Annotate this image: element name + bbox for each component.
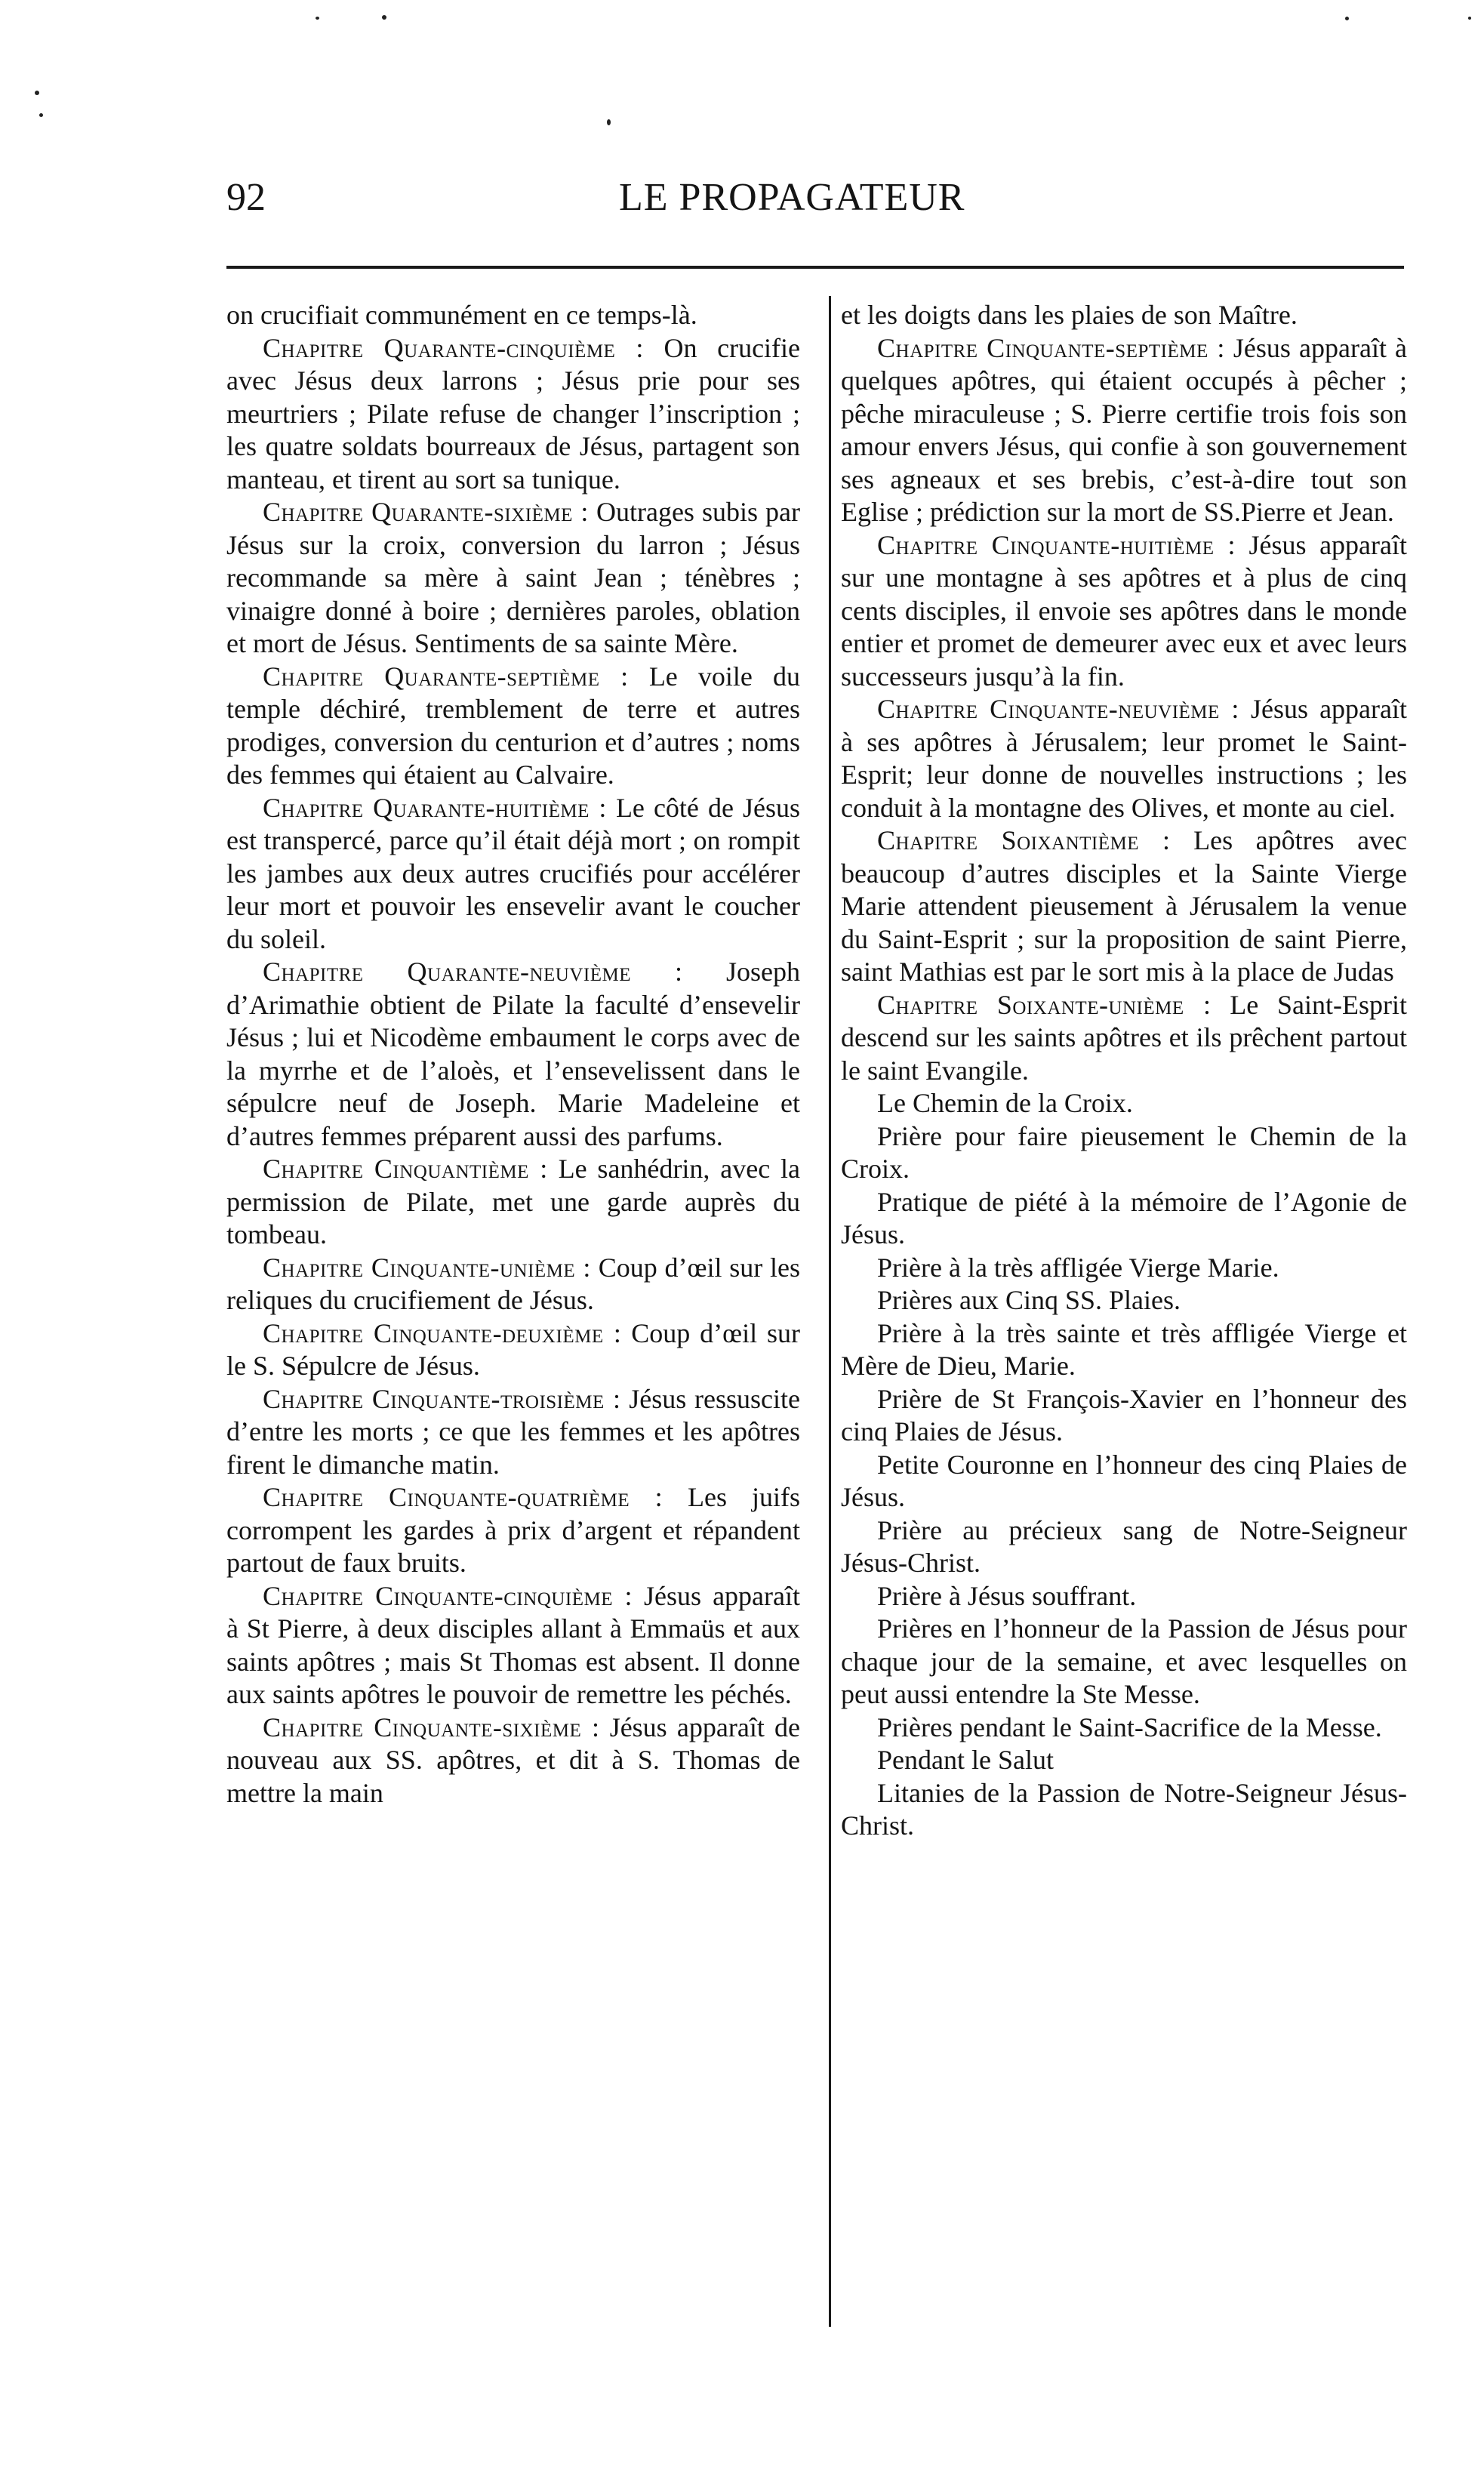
entry-text: Pratique de piété à la mémoire de l’Agonie de Jésus. [841,1186,1407,1249]
column-divider [829,296,831,2327]
entry-text: Joseph d’Arimathie obtient de Pilate la faculté d’ensevelir Jésus ; lui et Nicodème embaument le corps avec de la myrrhe et de l’aloès, et l’ensevelissent dans le sépulcre neuf de Joseph. Marie Madeleine et d’autres femmes préparent aussi des parfums. [226,957,800,1151]
chapter-entry [841,529,1407,694]
entry-text: Prière de St François-Xavier en l’honneur des cinq Plaies de Jésus. [841,1383,1407,1447]
list-item [841,1613,1407,1711]
entry-text: Prière à Jésus souffrant. [877,1580,1137,1611]
chapter-label: Chapitre Quarante-sixième : [263,497,589,527]
chapter-entry [226,1481,800,1580]
list-item [841,1317,1407,1383]
continued-paragraph [841,299,1407,332]
entry-text: Coup d’œil sur les reliques du crucifiement de Jésus. [226,1252,800,1315]
chapter-label: Chapitre Cinquante-troisième : [263,1383,621,1414]
entry-text: on crucifiait communément en ce temps-là. [226,300,697,330]
chapter-entry [226,1711,800,1810]
chapter-entry [226,1580,800,1711]
entry-text: Coup d’œil sur le S. Sépulcre de Jésus. [226,1317,800,1381]
chapter-label: Chapitre Cinquante-quatrième : [263,1482,663,1512]
list-item [841,1252,1407,1285]
list-item [841,1120,1407,1186]
chapter-entry [226,1383,800,1482]
entry-text: Pendant le Salut [877,1745,1054,1775]
right-column [841,299,1407,1843]
chapter-entry [841,989,1407,1088]
entry-text: On crucifie avec Jésus deux larrons ; Jésus prie pour ses meurtriers ; Pilate refuse de changer l’inscription ; les quatre soldats bourreaux de Jésus, partagent son manteau, et tirent au sort sa tunique. [226,332,801,494]
entry-text: Le côté de Jésus est transpercé, parce qu’il était déjà mort ; on rompit les jambes aux deux autres crucifiés pour accélérer leur mort et pouvoir les ensevelir avant le coucher du soleil. [226,792,800,954]
entry-text: Le Saint-Esprit descend sur les saints apôtres et ils prêchent partout le saint Evangile. [841,989,1407,1086]
chapter-label: Chapitre Quarante-septième : [263,661,629,692]
chapter-label: Chapitre Soixante-unième : [877,989,1212,1020]
entry-text: Prière à la très sainte et très affligée Vierge et Mère de Dieu, Marie. [841,1317,1407,1381]
chapter-label: Chapitre Cinquante-cinquième : [263,1580,633,1611]
entry-text: Prières pendant le Saint-Sacrifice de la Messe. [877,1711,1382,1742]
chapter-entry [226,332,800,497]
list-item [841,1186,1407,1252]
list-item [841,1777,1407,1843]
chapter-label: Chapitre Cinquante-septième : [877,332,1225,363]
chapter-label: Chapitre Cinquante-deuxième : [263,1317,622,1348]
chapter-entry [226,1317,800,1383]
entry-text: et les doigts dans les plaies de son Maître. [841,300,1298,330]
entry-text: Prière pour faire pieusement le Chemin de la Croix. [841,1120,1407,1184]
chapter-entry [226,496,800,661]
list-item [841,1711,1407,1745]
running-head: LE PROPAGATEUR [619,176,965,219]
list-item [841,1744,1407,1777]
list-item [841,1087,1407,1120]
list-item [841,1284,1407,1317]
left-column [226,299,800,1810]
chapter-entry [841,824,1407,989]
entry-text: Outrages subis par Jésus sur la croix, conversion du larron ; Jésus recommande sa mère à saint Jean ; ténèbres ; vinaigre donné à boire ; dernières paroles, oblation et mort de Jésus. Sentiments de sa sainte Mère. [226,497,800,658]
page-number: 92 [226,176,266,219]
continued-paragraph [226,299,800,332]
list-item [841,1514,1407,1580]
entry-text: Jésus apparaît à quelques apôtres, qui étaient occupés à pêcher ; pêche miraculeuse ; S. Pierre certifie trois fois son amour envers Jésus, qui confie à son gouvernement ses agneaux et ses brebis, c’est-à-dire tout son Eglise ; prédiction sur la mort de SS.Pierre et Jean. [841,332,1408,527]
chapter-label: Chapitre Quarante-huitième : [263,792,607,823]
list-item [841,1449,1407,1514]
entry-text: Prière au précieux sang de Notre-Seigneur Jésus-Christ. [841,1514,1407,1578]
chapter-label: Chapitre Quarante-cinquième : [263,332,644,363]
list-item [841,1580,1407,1613]
chapter-entry [226,661,800,792]
chapter-label: Chapitre Cinquante-huitième : [877,529,1236,560]
chapter-entry [226,1153,800,1252]
chapter-label: Chapitre Cinquante-sixième : [263,1711,600,1742]
header-rule [226,266,1404,269]
chapter-entry [226,956,800,1153]
chapter-label: Chapitre Cinquante-neuvième : [877,694,1239,724]
entry-text: Prières aux Cinq SS. Plaies. [877,1285,1181,1315]
chapter-entry [841,332,1407,529]
chapter-label: Chapitre Quarante-neuvième : [263,957,683,987]
chapter-label: Chapitre Cinquantième : [263,1154,548,1184]
chapter-entry [841,693,1407,824]
entry-text: Prière à la très affligée Vierge Marie. [877,1252,1279,1283]
entry-text: Jésus apparaît de nouveau aux SS. apôtres, et dit à S. Thomas de mettre la main [226,1711,800,1808]
chapter-entry [226,1252,800,1317]
entry-text: Petite Couronne en l’honneur des cinq Plaies de Jésus. [841,1449,1407,1512]
entry-text: Les juifs corrompent les gardes à prix d’argent et répandent partout de faux bruits. [226,1482,800,1578]
entry-text: Le voile du temple déchiré, tremblement de terre et autres prodiges, conversion du centurion et d’autres ; noms des femmes qui étaient au Calvaire. [226,661,801,790]
entry-text: Prières en l’honneur de la Passion de Jésus pour chaque jour de la semaine, et avec lesquelles on peut aussi entendre la Ste Messe. [841,1613,1407,1709]
entry-text: Jésus ressuscite d’entre les morts ; ce que les femmes et les apôtres firent le dimanche matin. [226,1383,800,1480]
list-item [841,1383,1407,1449]
entry-text: Jésus apparaît à St Pierre, à deux disciples allant à Emmaüs et aux saints apôtres ; mais St Thomas est absent. Il donne aux saints apôtres le pouvoir de remettre les péchés. [226,1580,801,1709]
chapter-label: Chapitre Soixantième : [877,825,1171,855]
chapter-entry [226,792,800,957]
entry-text: Litanies de la Passion de Notre-Seigneur Jésus-Christ. [841,1777,1407,1841]
chapter-label: Chapitre Cinquante-unième : [263,1252,591,1283]
entry-text: Le Chemin de la Croix. [877,1088,1133,1118]
entry-text: Jésus apparaît à ses apôtres à Jérusalem; leur promet le Saint-Esprit; leur donne de nouvelles instructions ; les conduit à la montagne des Olives, et monte au ciel. [841,694,1407,823]
entry-text: Jésus apparaît sur une montagne à ses apôtres et à plus de cinq cents disciples, il envoie ses apôtres dans le monde entier et promet de demeurer avec eux et avec leurs successeurs jusqu’à la fin. [841,529,1407,692]
entry-text: Le sanhédrin, avec la permission de Pilate, met une garde auprès du tombeau. [226,1154,801,1249]
entry-text: Les apôtres avec beaucoup d’autres disciples et la Sainte Vierge Marie attendent pieusement à Jérusalem la venue du Saint-Esprit ; sur la proposition de saint Pierre, saint Mathias est par le sort mis à la place de Judas [841,825,1408,987]
